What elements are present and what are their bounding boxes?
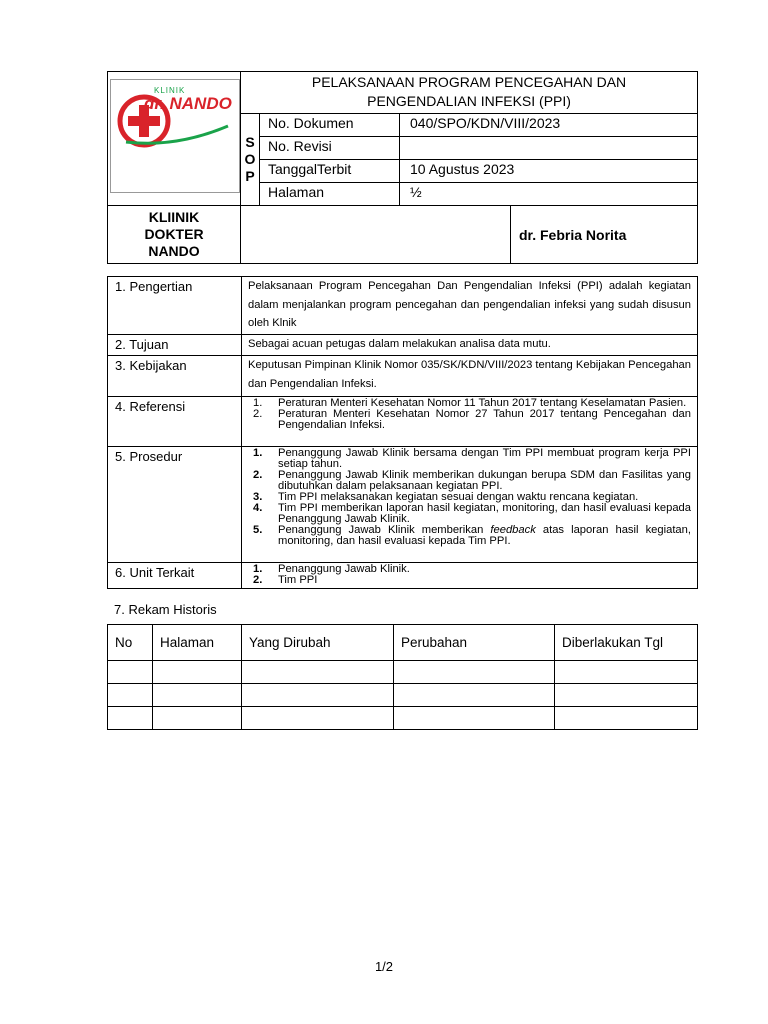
sop-content-table [107, 276, 698, 589]
list-item: 1. Penanggung Jawab Klinik. [253, 563, 410, 575]
section-label: 5. Prosedur [108, 447, 242, 563]
list-item: 2. Tim PPI [253, 574, 318, 586]
signature-space [241, 206, 511, 264]
clinic-name [108, 206, 241, 264]
section-label: 1. Pengertian [108, 277, 242, 335]
section-kebijakan [108, 356, 698, 397]
unit-terkait-list [248, 564, 691, 586]
field-label-halaman: Halaman [260, 183, 400, 206]
section-text: Sebagai acuan petugas dalam melakukan analisa data mutu. [242, 335, 698, 356]
list-item: 1. Penanggung Jawab Klinik bersama dengan Tim PPI membuat program kerja PPI setiap tahun. [253, 447, 691, 470]
sop-letter-s: S [245, 134, 255, 150]
column-header-no: No [108, 625, 153, 661]
sop-label [241, 114, 260, 206]
document-header [107, 71, 698, 264]
list-item: 3. Tim PPI melaksanakan kegiatan sesuai dengan waktu rencana kegiatan. [253, 491, 639, 503]
title-line-2: PENGENDALIAN INFEKSI (PPI) [367, 93, 571, 109]
table-row [108, 707, 698, 730]
clinic-name-line-3: NANDO [148, 243, 200, 259]
section-prosedur [108, 447, 698, 563]
clinic-name-line-2: DOKTER [144, 226, 204, 242]
table-row [108, 684, 698, 707]
document-title [241, 72, 698, 114]
clinic-logo [116, 86, 236, 159]
field-value-no-dokumen: 040/SPO/KDN/VIII/2023 [400, 114, 698, 137]
list-item: 1. Peraturan Menteri Kesehatan Nomor 11 Tahun 2017 tentang Keselamatan Pasien. [253, 397, 687, 409]
field-value-tanggal-terbit: 10 Agustus 2023 [400, 160, 698, 183]
rekam-historis-title: 7. Rekam Historis [114, 602, 217, 617]
referensi-list [248, 398, 691, 431]
section-tujuan [108, 335, 698, 356]
list-item: 2. Penanggung Jawab Klinik memberikan dukungan berupa SDM dan Fasilitas yang dibutuhkan dalam pelaksanaan kegiatan PPI. [253, 469, 691, 492]
list-item: 4. Tim PPI memberikan laporan hasil kegiatan, monitoring, dan hasil evaluasi kepada Penanggung Jawab Klinik. [253, 502, 691, 525]
sop-letter-o: O [244, 151, 256, 167]
sop-letter-p: P [245, 168, 255, 184]
title-line-1: PELAKSANAAN PROGRAM PENCEGAHAN DAN [311, 74, 627, 90]
list-item: 5. Penanggung Jawab Klinik memberikan feedback atas laporan hasil kegiatan, monitoring, dan hasil evaluasi kepada Tim PPI. [253, 524, 691, 547]
rekam-historis-table [107, 624, 698, 730]
field-value-halaman: ½ [400, 183, 698, 206]
column-header-perubahan: Perubahan [394, 625, 555, 661]
clinic-name-line-1: KLIINIK [148, 209, 200, 225]
field-label-no-revisi: No. Revisi [260, 137, 400, 160]
field-value-no-revisi [400, 137, 698, 160]
section-unit-terkait [108, 563, 698, 589]
signatory-name: dr. Febria Norita [511, 206, 698, 264]
column-header-diberlakukan-tgl: Diberlakukan Tgl [555, 625, 698, 661]
prosedur-list [248, 448, 691, 547]
table-row [108, 661, 698, 684]
section-pengertian [108, 277, 698, 335]
page-number: 1/2 [374, 959, 394, 974]
field-label-tanggal-terbit: TanggalTerbit [260, 160, 400, 183]
section-text: Keputusan Pimpinan Klinik Nomor 035/SK/KDN/VIII/2023 tentang Kebijakan Pencegahan dan Pengendalian Infeksi. [242, 356, 698, 397]
section-label: 3. Kebijakan [108, 356, 242, 397]
logo-clinic-name: dr. NANDO [144, 94, 232, 113]
section-referensi [108, 397, 698, 447]
table-header-row [108, 625, 698, 661]
field-label-no-dokumen: No. Dokumen [260, 114, 400, 137]
logo-cell [108, 72, 241, 206]
logo-klinik-text: KLINIK [154, 86, 186, 95]
section-label: 6. Unit Terkait [108, 563, 242, 589]
section-label: 2. Tujuan [108, 335, 242, 356]
section-text: Pelaksanaan Program Pencegahan Dan Pengendalian Infeksi (PPI) adalah kegiatan dalam menjalankan program pencegahan dan pengendalian infeksi yang sudah disusun oleh Klnik [242, 277, 698, 335]
column-header-halaman: Halaman [153, 625, 242, 661]
section-label: 4. Referensi [108, 397, 242, 447]
column-header-yang-dirubah: Yang Dirubah [242, 625, 394, 661]
list-item: 2. Peraturan Menteri Kesehatan Nomor 27 Tahun 2017 tentang Pencegahan dan Pengendalian Infeksi. [253, 408, 691, 431]
